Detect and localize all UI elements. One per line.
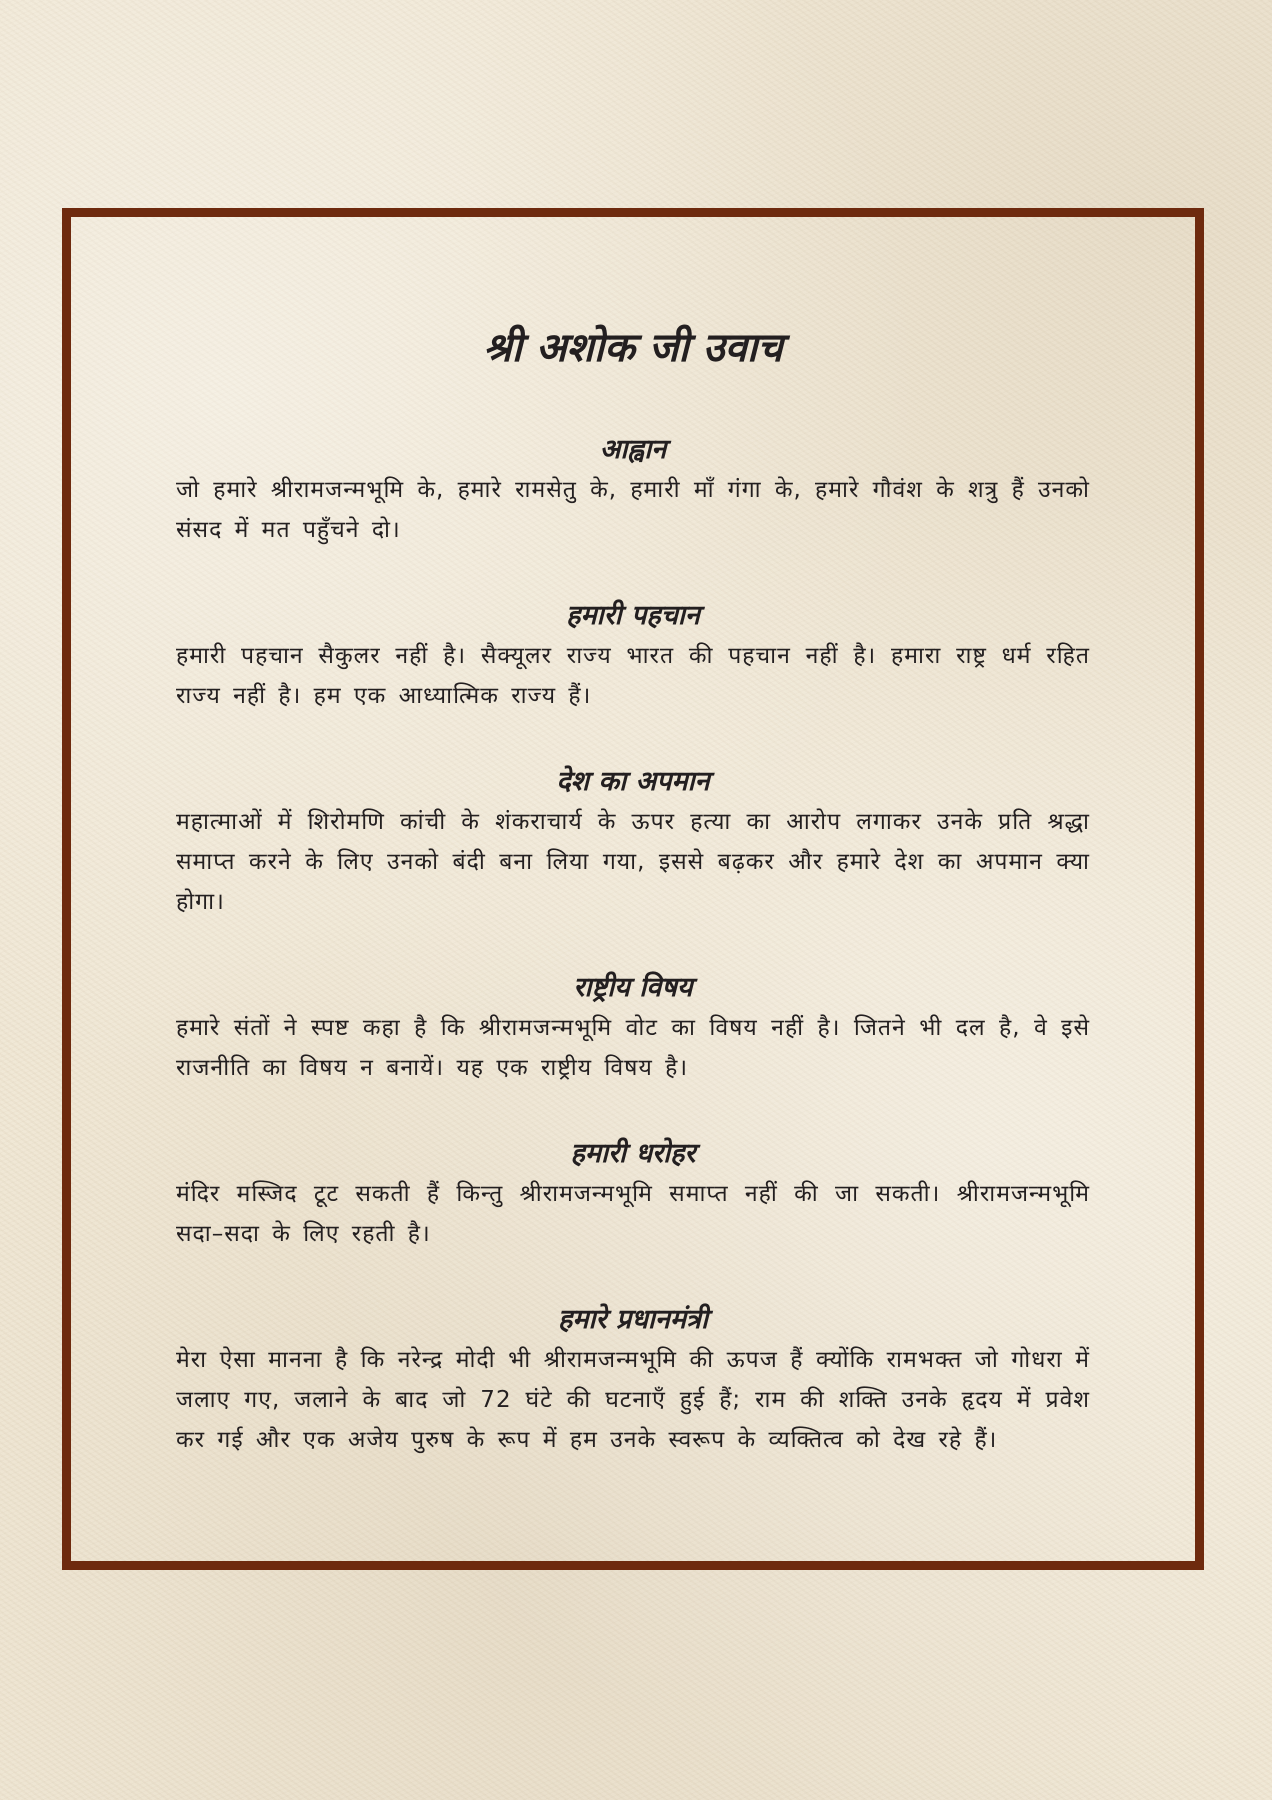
section-desh-ka-apmaan	[176, 764, 1090, 922]
section-heading: देश का अपमान	[556, 766, 710, 797]
section-heading: हमारी पहचान	[566, 600, 700, 631]
section-body: हमारे संतों ने स्पष्ट कहा है कि श्रीरामजन्मभूमि वोट का विषय नहीं है। जितने भी दल है, वे इसे राजनीति का विषय न बनायें। यह एक राष्ट्रीय विषय है।	[176, 1015, 1090, 1081]
section-heading: हमारी धरोहर	[570, 1138, 696, 1169]
section-body: जो हमारे श्रीरामजन्मभूमि के, हमारे रामसेतु के, हमारी माँ गंगा के, हमारे गौवंश के शत्रु हैं उनको संसद में मत पहुँचने दो।	[176, 477, 1090, 543]
section-heading: आह्वान	[599, 434, 667, 465]
page-title: श्री अशोक जी उवाच	[483, 324, 783, 371]
section-body: मेरा ऐसा मानना है कि नरेन्द्र मोदी भी श्रीरामजन्मभूमि की ऊपज हैं क्योंकि रामभक्त जो गोधरा में जलाए गए, जलाने के बाद जो 72 घंटे की घटनाएँ हुई हैं; राम की शक्ति उनके हृदय में प्रवेश कर गई और एक अजेय पुरुष के रूप में हम उनके स्वरूप के व्यक्तित्व को देख रहे हैं।	[176, 1347, 1090, 1453]
section-heading: राष्ट्रीय विषय	[573, 972, 693, 1003]
section-rashtriya-vishay	[176, 970, 1090, 1088]
section-hamari-pehchaan	[176, 598, 1090, 716]
section-body: हमारी पहचान सैकुलर नहीं है। सैक्यूलर राज्य भारत की पहचान नहीं है। हमारा राष्ट्र धर्म रहित राज्य नहीं है। हम एक आध्यात्मिक राज्य हैं।	[176, 643, 1090, 709]
section-hamare-pradhanmantri	[176, 1302, 1090, 1460]
page-content	[176, 318, 1090, 1508]
section-body: महात्माओं में शिरोमणि कांची के शंकराचार्य के ऊपर हत्या का आरोप लगाकर उनके प्रति श्रद्धा समाप्त करने के लिए उनको बंदी बना लिया गया, इससे बढ़कर और हमारे देश का अपमान क्या होगा।	[176, 809, 1090, 915]
section-hamari-dharohar	[176, 1136, 1090, 1254]
section-aahvaan	[176, 432, 1090, 550]
section-body: मंदिर मस्जिद टूट सकती हैं किन्तु श्रीरामजन्मभूमि समाप्त नहीं की जा सकती। श्रीरामजन्मभूमि सदा–सदा के लिए रहती है।	[176, 1181, 1090, 1247]
section-heading: हमारे प्रधानमंत्री	[558, 1304, 708, 1335]
